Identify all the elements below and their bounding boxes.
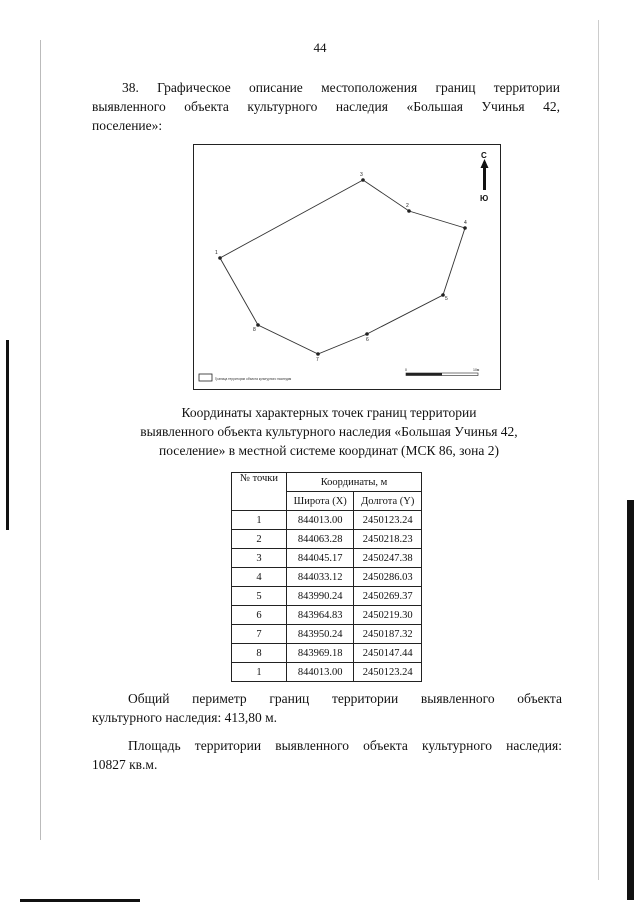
point-label: 4 xyxy=(464,220,467,226)
scan-edge-mark-right xyxy=(627,500,634,900)
col-lat-header: Широта (X) xyxy=(287,492,354,511)
cell-lat: 844013.00 xyxy=(287,511,354,530)
perimeter-line-2: культурного наследия: 413,80 м. xyxy=(92,710,278,725)
table-row xyxy=(232,644,422,663)
caption-line-1: Координаты характерных точек границ территории xyxy=(181,405,477,420)
cell-lon: 2450218.23 xyxy=(354,530,422,549)
point-label: 8 xyxy=(253,327,256,333)
table-row xyxy=(232,663,422,682)
cell-lat: 844033.12 xyxy=(287,568,354,587)
cell-lon: 2450147.44 xyxy=(354,644,422,663)
cell-lat: 844013.00 xyxy=(287,663,354,682)
cell-point: 6 xyxy=(232,606,287,625)
point-label: 2 xyxy=(406,203,409,209)
cell-point: 2 xyxy=(232,530,287,549)
coordinates-table-body xyxy=(232,511,422,682)
perimeter-paragraph xyxy=(92,689,562,727)
boundary-point xyxy=(316,352,320,356)
point-label: 3 xyxy=(360,172,363,178)
cell-lat: 843990.24 xyxy=(287,587,354,606)
boundary-point xyxy=(361,178,365,182)
point-label: 7 xyxy=(316,357,319,363)
intro-line-3: поселение»: xyxy=(92,118,163,133)
scan-edge-mark-bottom xyxy=(20,899,140,902)
table-row xyxy=(232,549,422,568)
point-label: 1 xyxy=(215,250,218,256)
scan-line-left xyxy=(40,40,41,840)
north-label: С xyxy=(481,151,487,160)
table-row xyxy=(232,530,422,549)
legend-label: Граница территории объекта культурного наследия xyxy=(215,377,292,381)
col-point-header: № точки xyxy=(232,473,287,511)
cell-point: 8 xyxy=(232,644,287,663)
cell-lat: 844045.17 xyxy=(287,549,354,568)
intro-line-1: 38. Графическое описание местоположения границ территории xyxy=(122,80,560,95)
perimeter-line-1: Общий периметр границ территории выявленного объекта xyxy=(128,691,562,706)
boundary-point xyxy=(218,256,222,260)
cell-lon: 2450247.38 xyxy=(354,549,422,568)
boundary-point xyxy=(407,209,411,213)
cell-point: 7 xyxy=(232,625,287,644)
legend-swatch xyxy=(199,374,212,381)
cell-point: 1 xyxy=(232,663,287,682)
cell-point: 1 xyxy=(232,511,287,530)
cell-point: 3 xyxy=(232,549,287,568)
intro-line-2: выявленного объекта культурного наследия «Большая Учинья 42, xyxy=(92,99,560,114)
col-coords-header: Координаты, м xyxy=(287,473,422,492)
cell-lat: 844063.28 xyxy=(287,530,354,549)
boundary-point xyxy=(463,226,467,230)
cell-lon: 2450123.24 xyxy=(354,511,422,530)
point-label: 5 xyxy=(445,296,448,302)
cell-lon: 2450286.03 xyxy=(354,568,422,587)
cell-point: 4 xyxy=(232,568,287,587)
table-row xyxy=(232,606,422,625)
table-row xyxy=(232,625,422,644)
point-label: 6 xyxy=(366,337,369,343)
boundary-map xyxy=(193,144,501,391)
coordinates-caption xyxy=(80,403,578,460)
scan-edge-mark-left xyxy=(6,340,9,530)
cell-lon: 2450269.37 xyxy=(354,587,422,606)
intro-paragraph xyxy=(92,78,560,135)
table-row xyxy=(232,587,422,606)
area-paragraph xyxy=(92,736,562,774)
boundary-point xyxy=(256,323,260,327)
caption-line-2: выявленного объекта культурного наследия «Большая Учинья 42, xyxy=(140,424,518,439)
cell-lat: 843964.83 xyxy=(287,606,354,625)
south-label: Ю xyxy=(480,194,489,203)
scale-end-label: 10м xyxy=(473,368,480,372)
area-line-1: Площадь территории выявленного объекта культурного наследия: xyxy=(128,738,562,753)
area-line-2: 10827 кв.м. xyxy=(92,757,158,772)
cell-lat: 843950.24 xyxy=(287,625,354,644)
scan-line-right xyxy=(598,20,599,880)
boundary-point xyxy=(365,332,369,336)
cell-lon: 2450123.24 xyxy=(354,663,422,682)
cell-lon: 2450219.30 xyxy=(354,606,422,625)
cell-point: 5 xyxy=(232,587,287,606)
cell-lon: 2450187.32 xyxy=(354,625,422,644)
scale-start-label: 0 xyxy=(405,368,407,372)
cell-lat: 843969.18 xyxy=(287,644,354,663)
page-number: 44 xyxy=(313,40,327,55)
table-row xyxy=(232,568,422,587)
coordinates-table xyxy=(231,472,422,682)
table-row xyxy=(232,511,422,530)
col-lon-header: Долгота (Y) xyxy=(354,492,422,511)
caption-line-3: поселение» в местной системе координат (МСК 86, зона 2) xyxy=(158,443,499,458)
